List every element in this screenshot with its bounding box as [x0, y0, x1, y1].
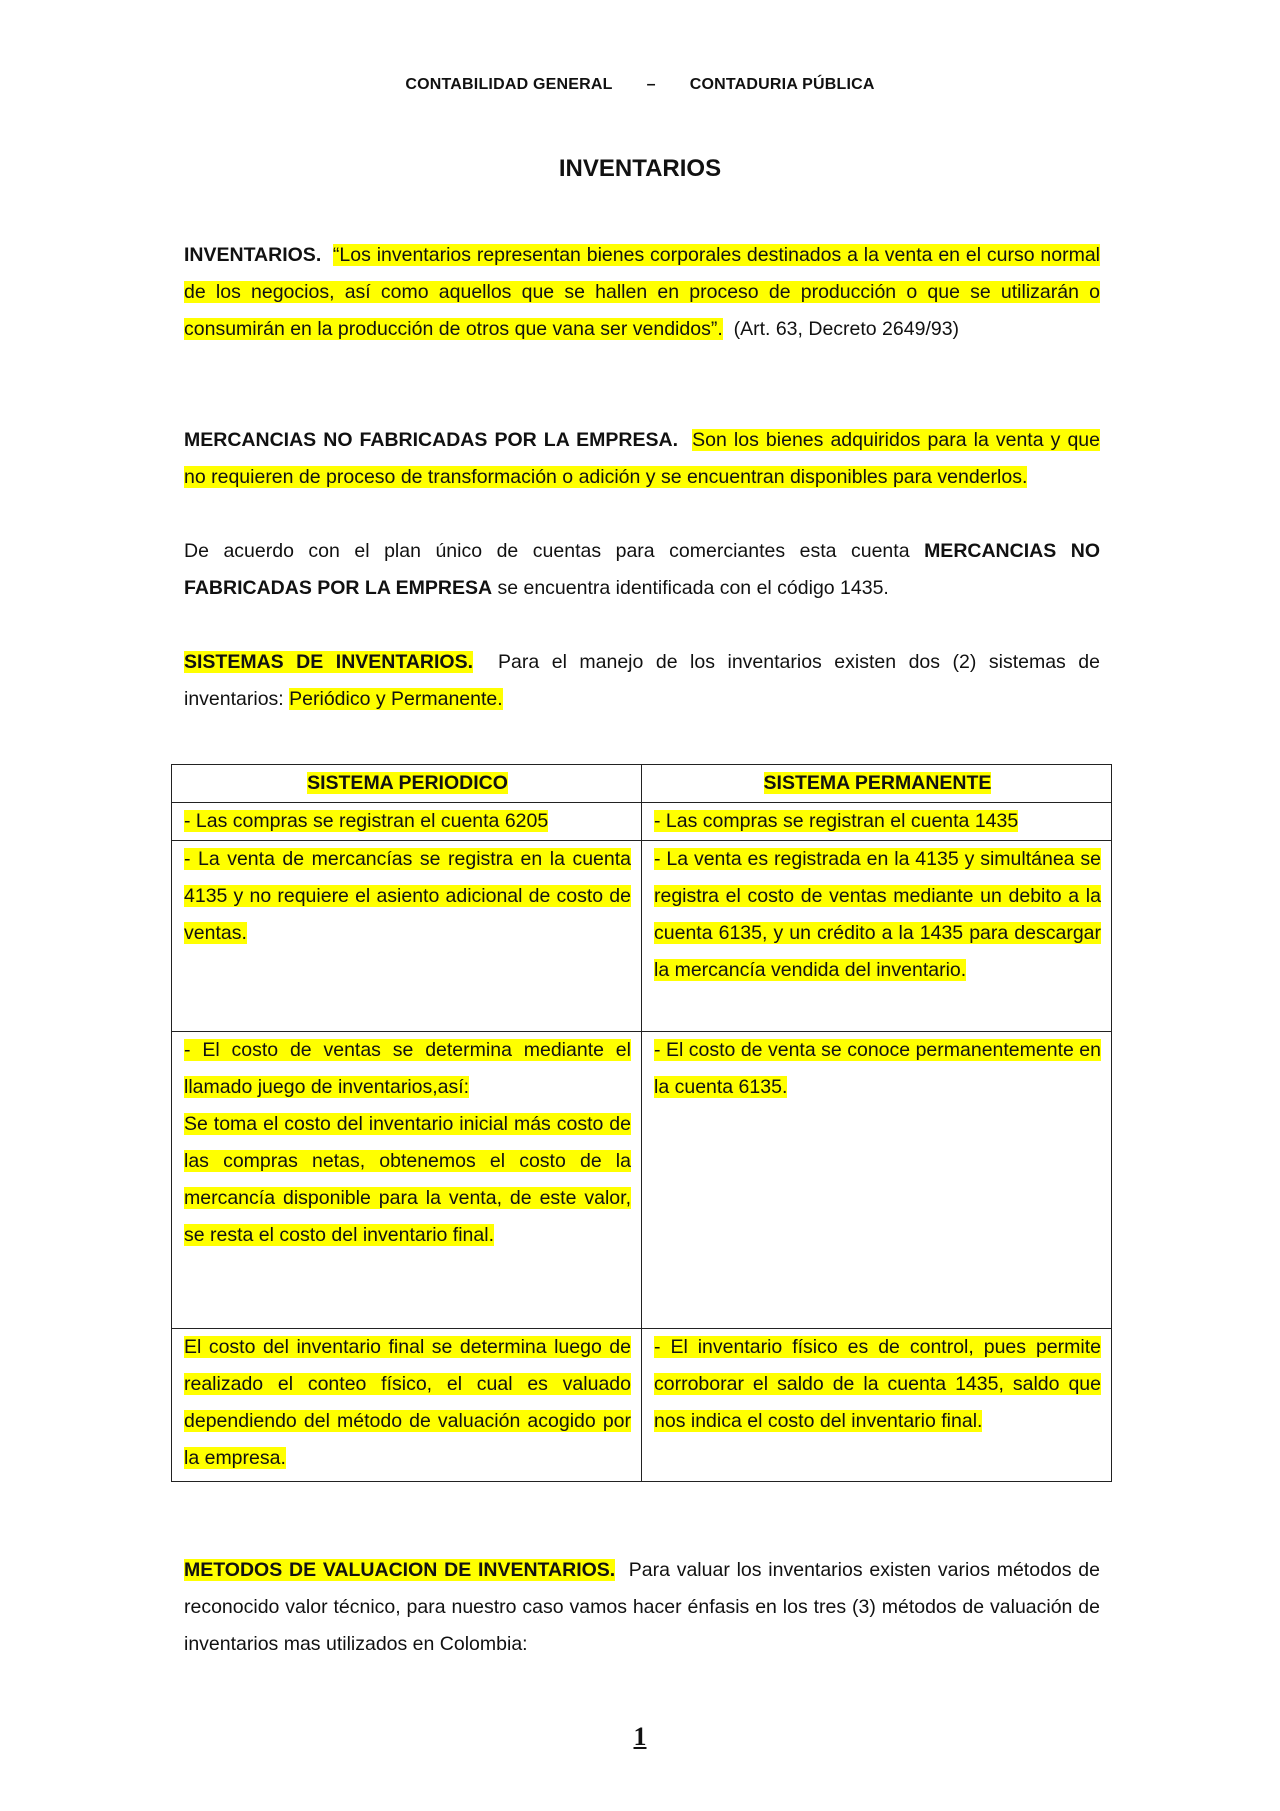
cell-periodico: - El costo de ventas se determina mediante el llamado juego de inventarios,así: Se toma el costo del inventario inicial más costo de las compras netas, obtenemos el costo de la mercancía disponible para la venta, de este valor, se resta el costo del inventario final.: [172, 1032, 642, 1329]
inventarios-definition: “Los inventarios representan bienes corporales destinados a la venta en el curso normal de los negocios, así como aquellos que se hallen en proceso de producción o que se utilizarán o consumirán en la producción de otros que vana ser vendidos”.: [184, 244, 1100, 340]
mercancias-note-account: MERCANCIAS NO FABRICADAS POR LA EMPRESA: [184, 540, 1100, 599]
table-row: [172, 803, 1112, 841]
column-header-periodico: SISTEMA PERIODICO: [172, 765, 642, 803]
cell-permanente: - El inventario físico es de control, pues permite corroborar el saldo de la cuenta 1435, saldo que nos indica el costo del inventario final.: [642, 1329, 1112, 1482]
table-row: [172, 841, 1112, 1032]
page-number: 1: [633, 1722, 647, 1751]
table-header-row: [172, 765, 1112, 803]
metodos-term: METODOS DE VALUACION DE INVENTARIOS.: [184, 1559, 616, 1581]
mercancias-note: [184, 533, 1100, 607]
mercancias-definition: Son los bienes adquiridos para la venta y que no requieren de proceso de transformación o adición y se encuentran disponibles para venderlos.: [184, 429, 1100, 488]
systems-comparison-table: [171, 764, 1112, 1482]
header-subject: CONTABILIDAD GENERAL: [405, 76, 613, 93]
cell-periodico: El costo del inventario final se determina luego de realizado el conteo físico, el cual es valuado dependiendo del método de valuación acogido por la empresa.: [172, 1329, 642, 1482]
sistemas-text: Para el manejo de los inventarios existen dos (2) sistemas de inventarios:: [184, 651, 1100, 710]
cell-permanente: - Las compras se registran el cuenta 1435: [642, 803, 1112, 841]
cell-permanente: - La venta es registrada en la 4135 y simultánea se registra el costo de ventas mediante un debito a la cuenta 6135, y un crédito a la 1435 para descargar la mercancía vendida del inventario.: [642, 841, 1112, 1032]
page-title: INVENTARIOS: [558, 155, 722, 182]
metodos-paragraph: [184, 1552, 1100, 1663]
header-separator: –: [646, 76, 656, 93]
cell-periodico: - Las compras se registran el cuenta 6205: [172, 803, 642, 841]
inventarios-term: INVENTARIOS.: [184, 244, 322, 266]
sistemas-highlight: Periódico y Permanente.: [289, 688, 503, 710]
mercancias-term: MERCANCIAS NO FABRICADAS POR LA EMPRESA.: [184, 429, 678, 451]
cell-permanente: - El costo de venta se conoce permanentemente en la cuenta 6135.: [642, 1032, 1112, 1329]
mercancias-note-start: De acuerdo con el plan único de cuentas para comerciantes esta cuenta: [184, 540, 910, 562]
column-header-permanente: SISTEMA PERMANENTE: [642, 765, 1112, 803]
inventarios-paragraph: [184, 237, 1100, 348]
metodos-text: Para valuar los inventarios existen varios métodos de reconocido valor técnico, para nuestro caso vamos hacer énfasis en los tres (3) métodos de valuación de inventarios mas utilizados en Colombia:: [184, 1559, 1100, 1655]
mercancias-paragraph: [184, 422, 1100, 496]
sistemas-paragraph: [184, 644, 1100, 718]
page-header: [0, 76, 1280, 94]
inventarios-citation: (Art. 63, Decreto 2649/93): [733, 318, 960, 340]
table-row: [172, 1032, 1112, 1329]
header-program: CONTADURIA PÚBLICA: [689, 76, 875, 93]
mercancias-note-end: se encuentra identificada con el código 1435.: [497, 577, 889, 599]
cell-periodico-detail: Se toma el costo del inventario inicial más costo de las compras netas, obtenemos el costo de la mercancía disponible para la venta, de este valor, se resta el costo del inventario final.: [184, 1113, 631, 1246]
sistemas-term: SISTEMAS DE INVENTARIOS.: [184, 651, 474, 673]
table-row: [172, 1329, 1112, 1482]
cell-periodico: - La venta de mercancías se registra en la cuenta 4135 y no requiere el asiento adicional de costo de ventas.: [172, 841, 642, 1032]
